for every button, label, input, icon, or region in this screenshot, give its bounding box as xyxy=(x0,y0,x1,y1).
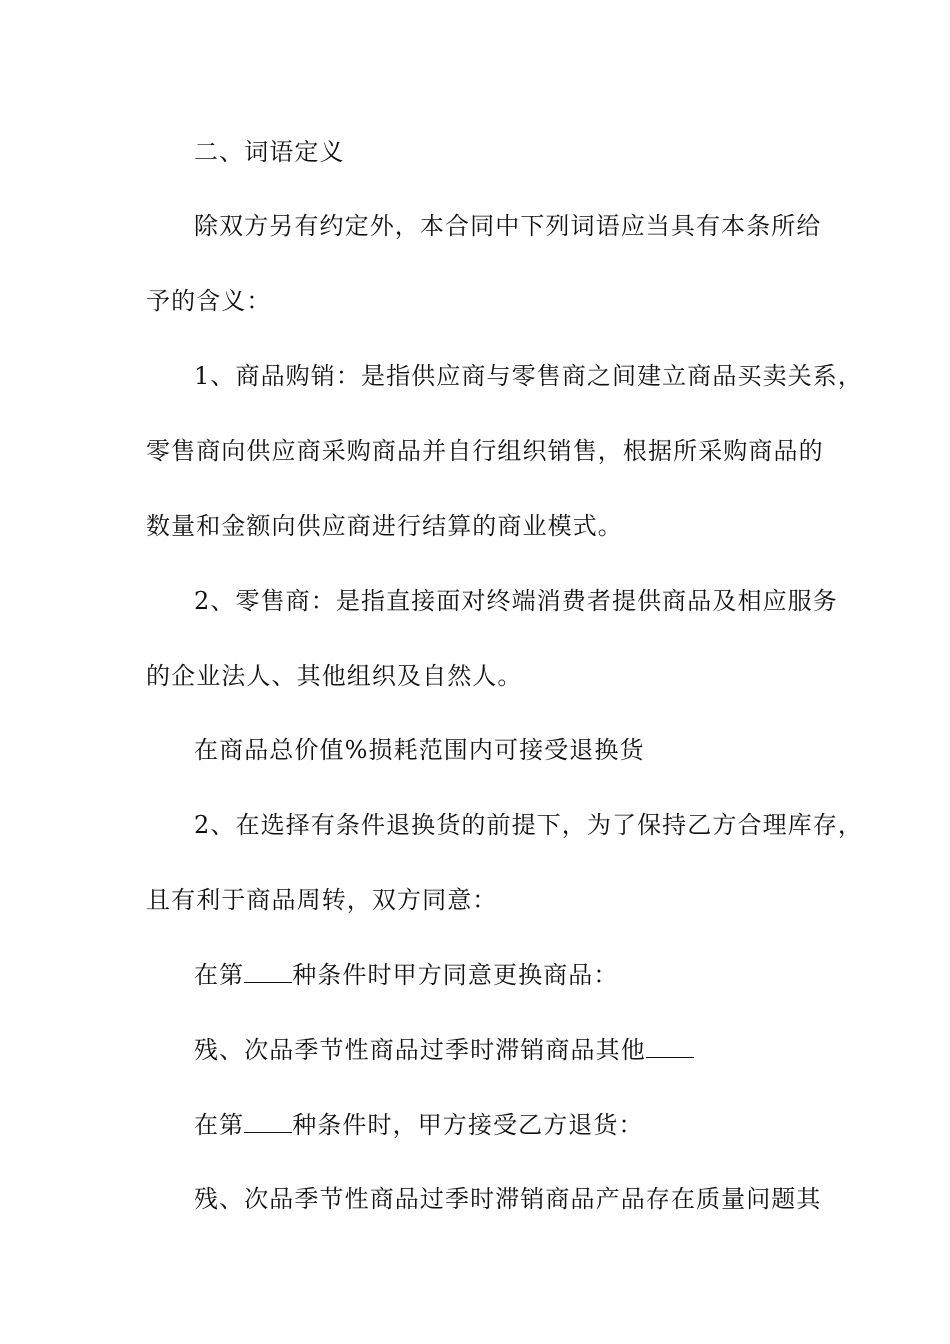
fill-in-blank xyxy=(244,1110,292,1133)
blank-line xyxy=(194,1109,816,1141)
paragraph-line: 1、商品购销：是指供应商与零售商之间建立商品买卖关系， xyxy=(194,362,863,390)
fill-in-blank xyxy=(646,1035,694,1058)
paragraph-line: 2、零售商：是指直接面对终端消费者提供商品及相应服务 xyxy=(194,587,838,615)
fill-in-blank xyxy=(244,960,292,983)
blank-line-text-before: 在第 xyxy=(194,1111,245,1139)
paragraph-line: 在商品总价值%损耗范围内可接受退换货 xyxy=(194,736,645,764)
blank-line-text-after: 种条件时，甲方接受乙方退货： xyxy=(292,1111,644,1139)
paragraph-line: 的企业法人、其他组织及自然人。 xyxy=(146,662,523,690)
blank-line-text-before: 在第 xyxy=(194,961,245,989)
paragraph-line: 零售商向供应商采购商品并自行组织销售，根据所采购商品的 xyxy=(146,437,824,465)
paragraph-line: 2、在选择有条件退换货的前提下，为了保持乙方合理库存， xyxy=(194,811,863,839)
paragraph-line: 数量和金额向供应商进行结算的商业模式。 xyxy=(146,512,623,540)
blank-line-text-after: 种条件时甲方同意更换商品： xyxy=(292,961,619,989)
blank-line xyxy=(194,1034,816,1066)
paragraph-line: 予的含义： xyxy=(146,287,272,315)
section-heading: 二、词语定义 xyxy=(194,138,345,166)
paragraph-line: 残、次品季节性商品过季时滞销商品产品存在质量问题其 xyxy=(194,1185,822,1213)
paragraph-line: 且有利于商品周转，双方同意： xyxy=(146,886,498,914)
blank-line-text-before: 残、次品季节性商品过季时滞销商品其他 xyxy=(194,1036,646,1064)
blank-line xyxy=(194,959,816,991)
paragraph-line: 除双方另有约定外，本合同中下列词语应当具有本条所给 xyxy=(194,212,822,240)
